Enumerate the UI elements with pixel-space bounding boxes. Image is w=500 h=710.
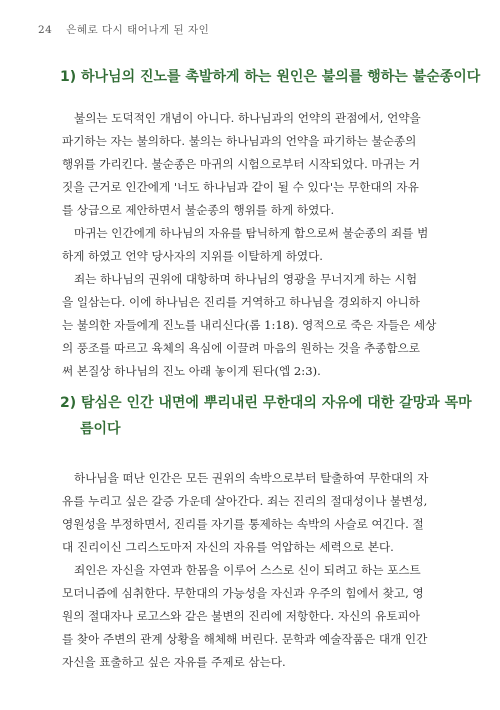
text-line: 의 풍조를 따르고 육체의 욕심에 이끌려 마음의 원하는 것을 추종함으로 [62, 341, 420, 355]
heading-line: 름이다 [80, 421, 121, 437]
text-line: 모더니즘에 심취한다. 무한대의 가능성을 자신과 우주의 힘에서 찾고, 영 [62, 586, 424, 600]
section-2-body [62, 467, 440, 674]
text-line: 써 본질상 하나님의 진노 아래 놓이게 된다(엡 2:3). [62, 364, 321, 378]
text-line: 짓을 근거로 인간에게 '너도 하나님과 같이 될 수 있다'는 무한대의 자유 [62, 180, 419, 194]
book-title: 은혜로 다시 태어나게 된 자인 [66, 24, 210, 36]
text-line: 불의는 도덕적인 개념이 아니다. 하나님과의 언약의 관점에서, 언약을 [74, 111, 421, 125]
text-line: 을 일삼는다. 이에 하나님은 진리를 거역하고 하나님을 경외하지 아니하 [62, 295, 420, 309]
text-line: 하게 하였고 언약 당사자의 지위를 이탈하게 하였다. [62, 249, 323, 263]
text-line: 죄인은 자신을 자연과 한몸을 이루어 스스로 신이 되려고 하는 포스트 [74, 563, 421, 577]
text-line: 파기하는 자는 불의하다. 불의는 하나님과의 언약을 파기하는 불순종의 [62, 134, 417, 148]
section-1-body [62, 107, 440, 383]
text-line: 마귀는 인간에게 하나님의 자유를 탐닉하게 함으로써 불순종의 죄를 범 [74, 226, 429, 240]
page-number: 24 [38, 24, 53, 36]
running-header [38, 22, 209, 37]
text-line: 는 불의한 자들에게 진노를 내리신다(롬 1:18). 영적으로 죽은 자들은 세상 [62, 318, 437, 332]
text-line: 원의 절대자나 로고스와 같은 불변의 진리에 저항한다. 자신의 유토피아 [62, 609, 420, 623]
text-line: 유를 누리고 싶은 갈증 가운데 살아간다. 죄는 진리의 절대성이나 불변성, [62, 494, 428, 508]
text-line: 를 찾아 주변의 관계 상황을 해체해 버린다. 문학과 예술작품은 대개 인간 [62, 632, 428, 646]
heading-line: 1) 하나님의 진노를 촉발하게 하는 원인은 불의를 행하는 불순종이다 [60, 69, 481, 85]
text-line: 를 상급으로 제안하면서 불순종의 행위를 하게 하였다. [62, 203, 335, 217]
text-line: 영원성을 부정하면서, 진리를 자기를 통제하는 속박의 사슬로 여긴다. 절 [62, 517, 424, 531]
text-line: 대 진리이신 그리스도마저 자신의 자유를 억압하는 세력으로 본다. [62, 540, 394, 554]
text-line: 행위를 가리킨다. 불순종은 마귀의 시험으로부터 시작되었다. 마귀는 거 [62, 157, 420, 171]
text-line: 하나님을 떠난 인간은 모든 권위의 속박으로부터 탈출하여 무한대의 자 [74, 471, 429, 485]
section-heading-2 [60, 390, 472, 442]
heading-line: 2) 탐심은 인간 내면에 뿌리내린 무한대의 자유에 대한 갈망과 목마 [60, 395, 472, 411]
section-heading-1 [60, 64, 481, 90]
text-line: 죄는 하나님의 권위에 대항하며 하나님의 영광을 무너지게 하는 시험 [74, 272, 418, 286]
text-line: 자신을 표출하고 싶은 자유를 주제로 삼는다. [62, 655, 286, 669]
